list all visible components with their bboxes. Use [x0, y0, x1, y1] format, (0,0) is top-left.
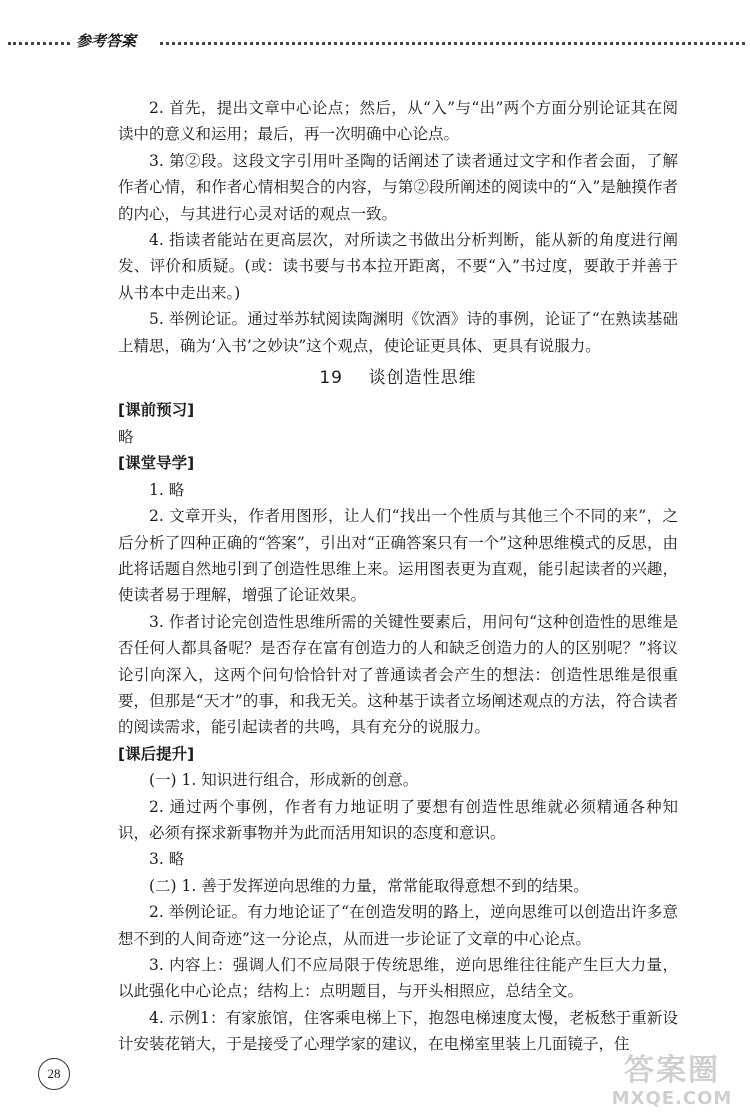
header-title: 参考答案	[76, 32, 137, 50]
watermark-line1: 答案圈	[624, 1053, 720, 1088]
answer-paragraph: 2. 通过两个事例，作者有力地证明了要想有创造性思维就必须精通各种知识，必须有探求新事物并为此而活用知识的态度和意识。	[118, 797, 678, 842]
page-content	[118, 95, 678, 1058]
preview-heading: [课前预习]	[118, 401, 195, 420]
answer-paragraph: (二) 1. 善于发挥逆向思维的力量，常常能取得意想不到的结果。	[149, 876, 589, 895]
answer-paragraph: 5. 举例论证。通过举苏轼阅读陶渊明《饮酒》诗的事例，论证了“在熟读基础上精思，确为‘入书’之妙诀”这个观点，使论证更具体、更具有说服力。	[118, 310, 678, 355]
section-title	[118, 365, 678, 391]
answer-paragraph: 1. 略	[149, 480, 185, 499]
answer-paragraph: 2. 文章开头，作者用图形，让人们“找出一个性质与其他三个不同的来”，之后分析了四种正确的“答案”，引出对“正确答案只有一个”这种思维模式的反思，由此将话题自然地引到了创造性思维上来。运用图表更为直观，能引起读者的兴趣，使读者易于理解，增强了论证效果。	[118, 507, 678, 605]
answer-paragraph: (一) 1. 知识进行组合，形成新的创意。	[149, 771, 419, 790]
watermark-logo	[602, 1053, 742, 1113]
answer-paragraph: 3. 内容上：强调人们不应局限于传统思维，逆向思维往往能产生巨大力量，以此强化中心论点；结构上：点明题目，与开头相照应，总结全文。	[118, 956, 678, 1001]
watermark-line2: MXQE.COM	[611, 1088, 733, 1109]
answer-paragraph: 3. 略	[149, 850, 185, 869]
header-dotted-rule-right	[160, 42, 745, 45]
answer-paragraph: 3. 作者讨论完创造性思维所需的关键性要素后，用问句“这种创造性的思维是否任何人都具备呢？是否存在富有创造力的人和缺乏创造力的人的区别呢？”将议论引向深入，这两个问句恰恰针对了普通读者会产生的想法：创造性思维是很重要，但那是“天才”的事，和我无关。这种基于读者立场阐述观点的方法，符合读者的阅读需求，能引起读者的共鸣，具有充分的说服力。	[118, 612, 678, 737]
class-guide-heading: [课堂导学]	[118, 454, 195, 473]
section-name: 谈创造性思维	[368, 368, 477, 389]
after-class-heading: [课后提升]	[118, 744, 195, 763]
page-number: 28	[38, 1058, 70, 1090]
answer-paragraph: 2. 举例论证。有力地论证了“在创造发明的路上，逆向思维可以创造出许多意想不到的人间奇迹”这一分论点，从而进一步论证了文章的中心论点。	[118, 903, 678, 948]
answer-paragraph: 3. 第②段。这段文字引用叶圣陶的话阐述了读者通过文字和作者会面，了解作者心情，和作者心情相契合的内容，与第②段所阐述的阅读中的“入”是触摸作者的内心，与其进行心灵对话的观点一致。	[118, 151, 678, 223]
answer-paragraph: 4. 指读者能站在更高层次，对所读之书做出分析判断，能从新的角度进行阐发、评价和质疑。(或：读书要与书本拉开距离，不要“入”书过度，要敢于并善于从书本中走出来。)	[118, 231, 678, 302]
answer-paragraph: 4. 示例1：有家旅馆，住客乘电梯上下，抱怨电梯速度太慢，老板愁于重新设计安装花销大，于是接受了心理学家的建议，在电梯室里装上几面镜子，住	[118, 1008, 678, 1054]
preview-content: 略	[118, 427, 134, 446]
header-dotted-rule-left	[8, 42, 70, 45]
answer-paragraph: 2. 首先，提出文章中心论点；然后，从“入”与“出”两个方面分别论证其在阅读中的意义和运用；最后，再一次明确中心论点。	[118, 99, 678, 144]
page-header	[0, 30, 750, 60]
section-number: 19	[319, 368, 343, 389]
